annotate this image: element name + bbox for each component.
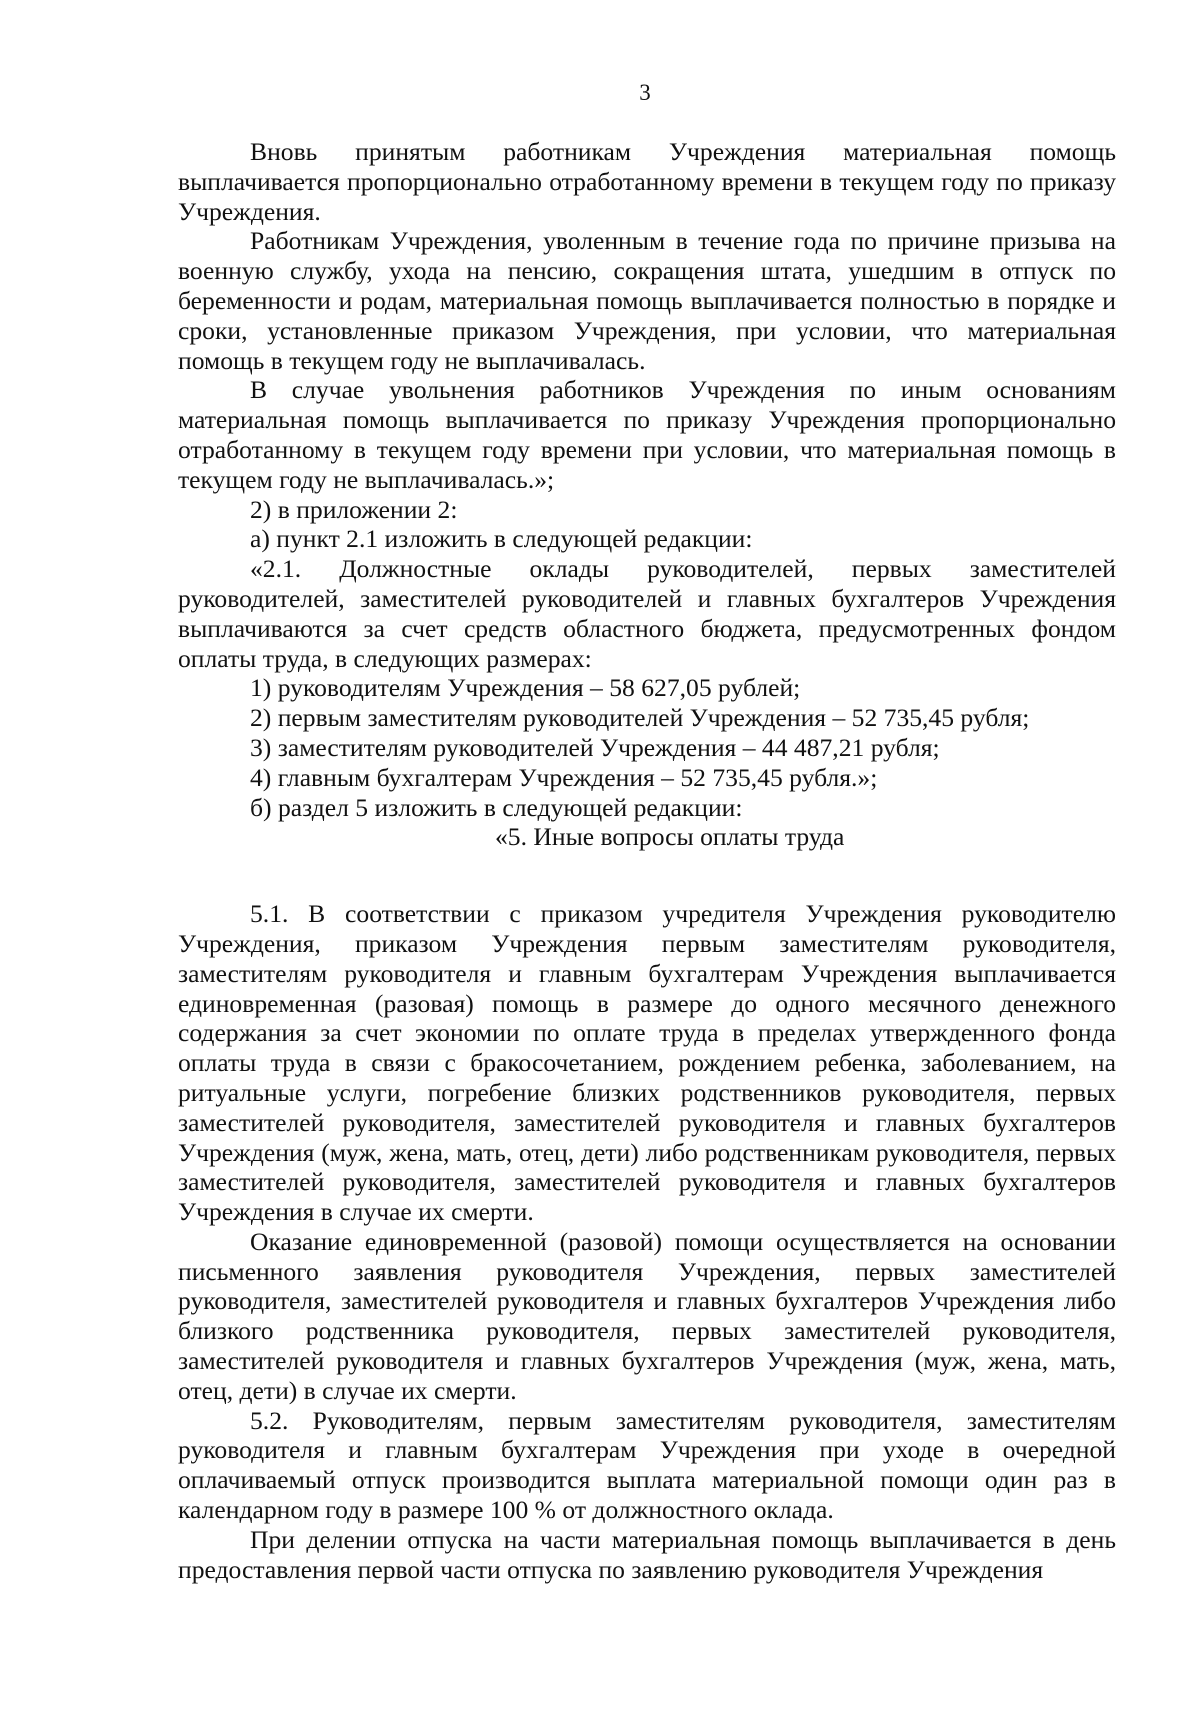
list-item: 1) руководителям Учреждения – 58 627,05 рублей;	[250, 673, 801, 703]
paragraph: Вновь принятым работникам Учреждения материальная помощь выплачивается пропорционально отработанному времени в текущем году по приказу Учреждения.	[178, 137, 1116, 226]
paragraph: Работникам Учреждения, уволенным в течение года по причине призыва на военную службу, ухода на пенсию, сокращения штата, ушедшим в отпуск по беременности и родам, материальная помощь выплачивается полностью в порядке и сроки, установленные приказом Учреждения, при условии, что материальная помощь в текущем году не выплачивалась.	[178, 226, 1116, 375]
list-item: 4) главным бухгалтерам Учреждения – 52 735,45 рубля.»;	[250, 762, 878, 792]
paragraph: При делении отпуска на части материальная помощь выплачивается в день предоставления первой части отпуска по заявлению руководителя Учреждения	[178, 1524, 1116, 1584]
paragraph: 5.1. В соответствии с приказом учредителя Учреждения руководителю Учреждения, приказом Учреждения первым заместителям руководителя, заместителям руководителя и главным бухгалтерам Учреждения выплачивается единовременная (разовая) помощь в размере до одного месячного денежного содержания за счет экономии по оплате труда в пределах утвержденного фонда оплаты труда в связи с бракосочетанием, рождением ребенка, заболеванием, на ритуальные услуги, погребение близких родственников руководителя, первых заместителей руководителя, заместителей руководителя и главных бухгалтеров Учреждения (муж, жена, мать, отец, дети) либо родственникам руководителя, первых заместителей руководителя, заместителей руководителя и главных бухгалтеров Учреждения в случае их смерти.	[178, 899, 1116, 1227]
list-item: а) пункт 2.1 изложить в следующей редакции:	[250, 524, 753, 554]
paragraph: «2.1. Должностные оклады руководителей, первых заместителей руководителей, заместителей руководителей и главных бухгалтеров Учреждения выплачиваются за счет средств областного бюджета, предусмотренных фондом оплаты труда, в следующих размерах:	[178, 554, 1116, 673]
page-number: 3	[639, 80, 651, 105]
list-item: 2) в приложении 2:	[250, 494, 458, 524]
section-heading: «5. Иные вопросы оплаты труда	[495, 822, 845, 852]
list-item: б) раздел 5 изложить в следующей редакции:	[250, 792, 743, 822]
document-body	[178, 137, 1116, 1584]
list-item: 3) заместителям руководителей Учреждения – 44 487,21 рубля;	[250, 732, 940, 762]
paragraph: Оказание единовременной (разовой) помощи осуществляется на основании письменного заявления руководителя Учреждения, первых заместителей руководителя, заместителей руководителя и главных бухгалтеров Учреждения либо близкого родственника руководителя, первых заместителей руководителя, заместителей руководителя и главных бухгалтеров Учреждения (муж, жена, мать, отец, дети) в случае их смерти.	[178, 1226, 1116, 1405]
paragraph: В случае увольнения работников Учреждения по иным основаниям материальная помощь выплачивается по приказу Учреждения пропорционально отработанному в текущем году времени при условии, что материальная помощь в текущем году не выплачивалась.»;	[178, 375, 1116, 494]
paragraph: 5.2. Руководителям, первым заместителям руководителя, заместителям руководителя и главным бухгалтерам Учреждения при уходе в очередной оплачиваемый отпуск производится выплата материальной помощи один раз в календарном году в размере 100 % от должностного оклада.	[178, 1405, 1116, 1525]
list-item: 2) первым заместителям руководителей Учреждения – 52 735,45 рубля;	[250, 703, 1030, 733]
